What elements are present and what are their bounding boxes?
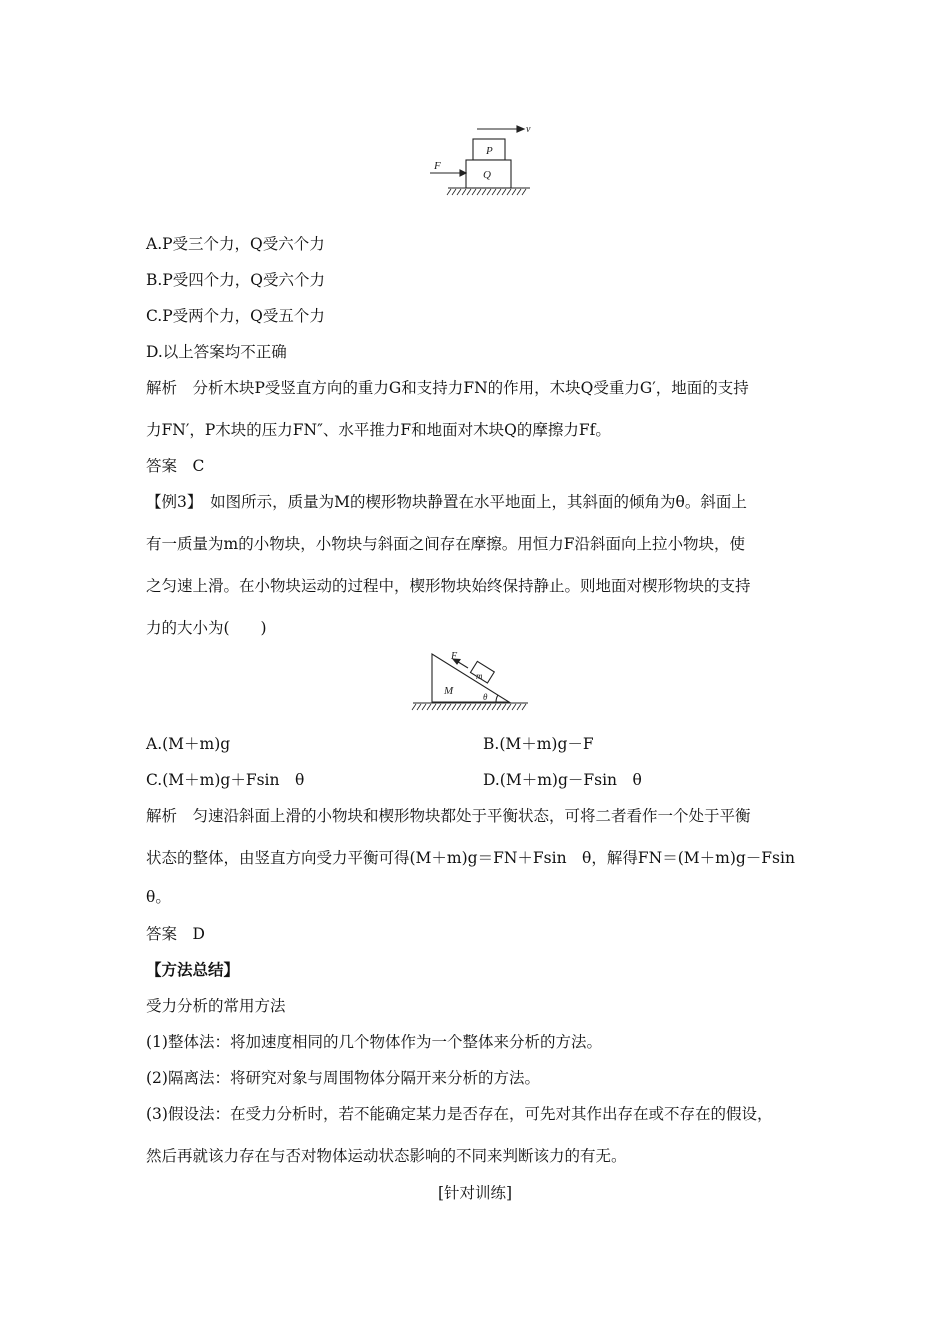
- option-a: A.(M＋m)g: [146, 735, 231, 753]
- example-3-text: 之匀速上滑。在小物块运动的过程中，楔形物块始终保持静止。则地面对楔形物块的支持: [146, 577, 751, 595]
- velocity-label: v: [526, 124, 531, 135]
- method-item: 然后再就该力存在与否对物体运动状态影响的不同来判断该力的有无。: [146, 1147, 627, 1165]
- angle-theta-label: θ: [483, 692, 488, 702]
- analysis-text: 解析 分析木块P受竖直方向的重力G和支持力FN的作用，木块Q受重力G′，地面的支持: [146, 379, 749, 397]
- analysis-text: 力FN′，P木块的压力FN″、水平推力F和地面对木块Q的摩擦力Ff。: [146, 421, 611, 439]
- option-c: C.(M＋m)g＋Fsin θ: [146, 771, 305, 789]
- force-f-label: F: [451, 651, 458, 662]
- option-b: B.P受四个力，Q受六个力: [146, 271, 325, 289]
- small-block-m-label: m: [476, 671, 483, 681]
- example-3-text: 【例3】 如图所示，质量为M的楔形物块静置在水平地面上，其斜面的倾角为θ。斜面上: [146, 493, 747, 511]
- method-item: (3)假设法：在受力分析时，若不能确定某力是否存在，可先对其作出存在或不存在的假设，: [146, 1105, 773, 1123]
- option-c: C.P受两个力，Q受五个力: [146, 307, 325, 325]
- figure-wedge-incline: [408, 648, 532, 716]
- method-subtitle: 受力分析的常用方法: [146, 997, 286, 1015]
- analysis-text: θ。: [146, 888, 171, 906]
- force-f-label: F: [434, 160, 441, 172]
- analysis-text: 解析 匀速沿斜面上滑的小物块和楔形物块都处于平衡状态，可将二者看作一个处于平衡: [146, 807, 751, 825]
- option-a: A.P受三个力，Q受六个力: [146, 235, 325, 253]
- figure-blocks-p-q: [420, 118, 535, 200]
- option-b: B.(M＋m)g－F: [483, 735, 594, 753]
- method-heading: 【方法总结】: [146, 960, 240, 979]
- answer-text: 答案 C: [146, 457, 205, 475]
- method-item: (1)整体法：将加速度相同的几个物体作为一个整体来分析的方法。: [146, 1033, 602, 1051]
- block-p-label: P: [486, 145, 493, 157]
- block-q-label: Q: [483, 169, 491, 181]
- example-3-text: 力的大小为( ): [146, 619, 267, 637]
- option-d: D.以上答案均不正确: [146, 343, 287, 361]
- answer-text: 答案 D: [146, 925, 205, 943]
- training-heading: [针对训练]: [437, 1184, 513, 1202]
- option-d: D.(M＋m)g－Fsin θ: [483, 771, 642, 789]
- analysis-text: 状态的整体，由竖直方向受力平衡可得(M＋m)g＝FN＋Fsin θ，解得FN＝(M＋m)g－Fsin: [146, 849, 795, 867]
- example-3-text: 有一质量为m的小物块，小物块与斜面之间存在摩擦。用恒力F沿斜面向上拉小物块，使: [146, 535, 745, 553]
- method-item: (2)隔离法：将研究对象与周围物体分隔开来分析的方法。: [146, 1069, 540, 1087]
- wedge-m-label: M: [444, 685, 454, 697]
